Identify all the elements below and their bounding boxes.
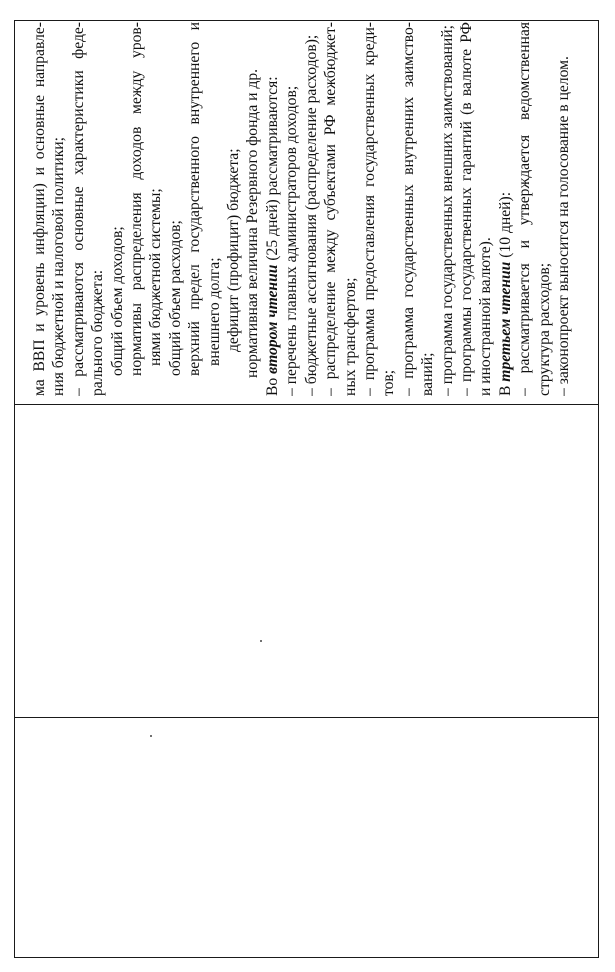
- text-line: – программа государственных внутренних заимство-: [399, 22, 417, 396]
- table-row-divider: [14, 404, 599, 405]
- text-line: – программа государственных внешних заимствований;: [438, 25, 456, 396]
- scan-speck: [260, 640, 262, 642]
- text-line: – распределение между субъектами РФ межбюджет-: [322, 22, 340, 396]
- text-line: – рассматриваются основные характеристики феде-: [69, 22, 87, 396]
- third-reading-line: [496, 22, 515, 396]
- table-row-divider: [14, 717, 599, 718]
- text-line: ных трансфертов;: [341, 277, 359, 396]
- text-line: и иностранной валюте).: [477, 237, 495, 396]
- text-line: рального бюджета:: [89, 269, 107, 396]
- text-line: внешнего долга;: [205, 257, 223, 366]
- text-line: ваний;: [419, 352, 437, 396]
- text-line: (25 дней) рассматриваются:: [263, 76, 281, 261]
- text-line: дефицит (профицит) бюджета;: [225, 148, 243, 352]
- text-line: нормативы распределения доходов между уров-: [128, 22, 146, 376]
- text-line: нями бюджетной системы;: [147, 188, 165, 366]
- text-line: ния бюджетной и налоговой политики;: [50, 137, 68, 396]
- third-reading-emphasis: третьем чтении: [496, 261, 514, 382]
- text-line: – рассматривается и утверждается ведомственная: [516, 22, 534, 396]
- text-line: – законопроект выносится на голосование в целом.: [554, 56, 572, 396]
- text-line: (10 дней):: [496, 191, 514, 258]
- third-reading-prefix: В: [496, 385, 514, 396]
- text-line: верхний предел государственного внутреннего и: [186, 22, 204, 376]
- rotated-text-column: [30, 22, 602, 396]
- text-line: – бюджетные ассигнования (распределение расходов);: [302, 34, 320, 396]
- scan-speck: [150, 735, 152, 737]
- text-line: – перечень главных администраторов доходов;: [283, 85, 301, 396]
- text-line: – программы государственных гарантий (в валюте РФ: [457, 22, 475, 396]
- text-line: ма ВВП и уровень инфляции) и основные направле-: [31, 22, 48, 396]
- text-line: нормативная величина Резервного фонда и др.: [244, 68, 262, 378]
- second-reading-emphasis: втором чтении: [263, 264, 281, 374]
- second-reading-line: [263, 22, 282, 396]
- text-line: тов;: [380, 369, 398, 396]
- text-line: общий объем расходов;: [166, 220, 184, 376]
- text-line: структура расходов;: [535, 262, 553, 396]
- text-line: общий объем доходов;: [108, 226, 126, 376]
- text-line: – программа предоставления государственных креди-: [360, 22, 378, 396]
- second-reading-prefix: Во: [263, 377, 281, 396]
